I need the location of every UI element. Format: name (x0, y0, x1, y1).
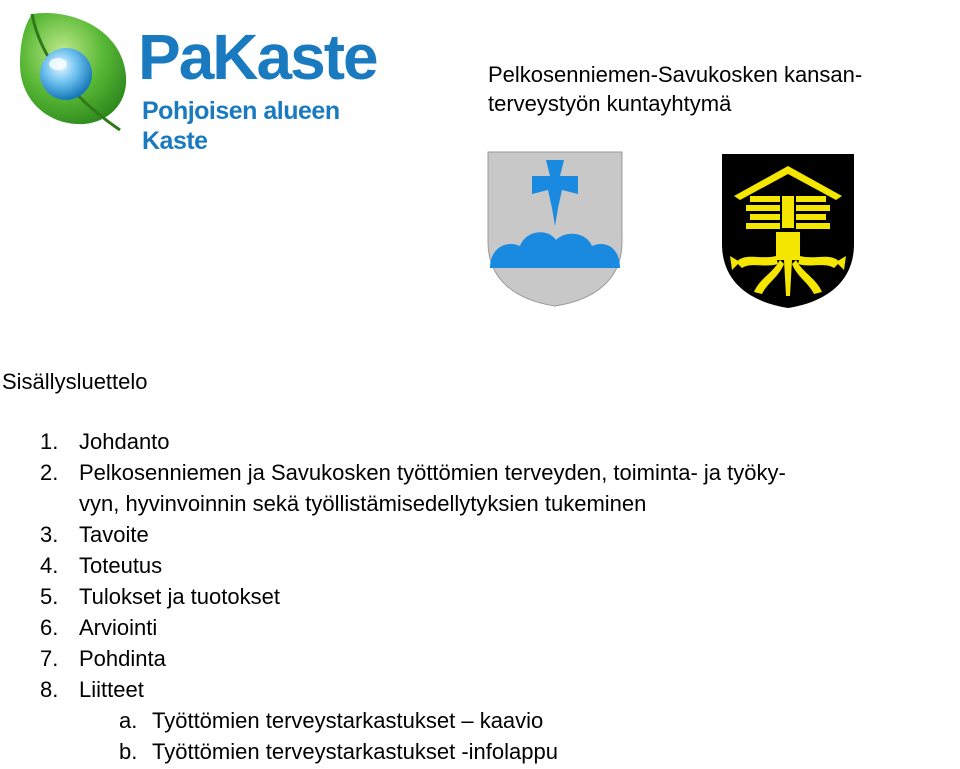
toc-item-text: Pohdinta (79, 646, 166, 671)
toc-item-text: Arviointi (79, 615, 158, 640)
toc-subitem-letter: a. (119, 708, 138, 733)
toc-item (40, 643, 955, 674)
pakaste-logo (10, 6, 377, 155)
organization-name (488, 60, 953, 118)
toc-item-text: Tavoite (79, 522, 149, 547)
toc-item (40, 519, 955, 550)
toc-subitem-letter: b. (119, 739, 138, 764)
toc-subitem-text: Työttömien terveystarkastukset – kaavio (152, 708, 544, 733)
toc-item-text: Johdanto (79, 429, 170, 454)
toc-item-number: 5. (40, 584, 59, 609)
toc-subitem (119, 736, 955, 767)
pelkosenniemi-coat-of-arms-icon (486, 150, 624, 308)
toc-item (40, 612, 955, 643)
toc-item-number: 1. (40, 429, 59, 454)
toc-subitem-text: Työttömien terveystarkastukset -infolappu (152, 739, 558, 764)
toc-item-number: 8. (40, 677, 59, 702)
toc-item-number: 2. (40, 460, 59, 485)
leaf-droplet-icon (10, 6, 135, 136)
toc-item (40, 550, 955, 581)
toc-item-text: Toteutus (79, 553, 163, 578)
toc-item-text: Pelkosenniemen ja Savukosken työttömien terveyden, toiminta- ja työky- (79, 460, 786, 485)
savukoski-coat-of-arms-icon (720, 152, 856, 310)
toc-item-number: 7. (40, 646, 59, 671)
toc-item (40, 674, 955, 767)
toc-item-text: Liitteet (79, 677, 144, 702)
toc-subitem (119, 705, 955, 736)
toc-item (40, 457, 955, 519)
toc-item-number: 3. (40, 522, 59, 547)
toc-sublist (79, 705, 955, 767)
toc-item-text-continued: vyn, hyvinvoinnin sekä työllistämisedellytyksien tukeminen (79, 491, 647, 516)
organization-line-1: Pelkosenniemen-Savukosken kansan- (488, 62, 863, 87)
toc-item-number: 4. (40, 553, 59, 578)
toc-item-number: 6. (40, 615, 59, 640)
organization-line-2: terveystyön kuntayhtymä (488, 91, 732, 116)
brand-subtitle: Pohjoisen alueen Kaste (142, 97, 340, 155)
toc-title: Sisällysluettelo (2, 369, 148, 394)
brand-name: PaKaste (138, 21, 377, 93)
toc-item (40, 426, 955, 457)
table-of-contents (40, 426, 955, 767)
toc-item (40, 581, 955, 612)
toc-item-text: Tulokset ja tuotokset (79, 584, 280, 609)
